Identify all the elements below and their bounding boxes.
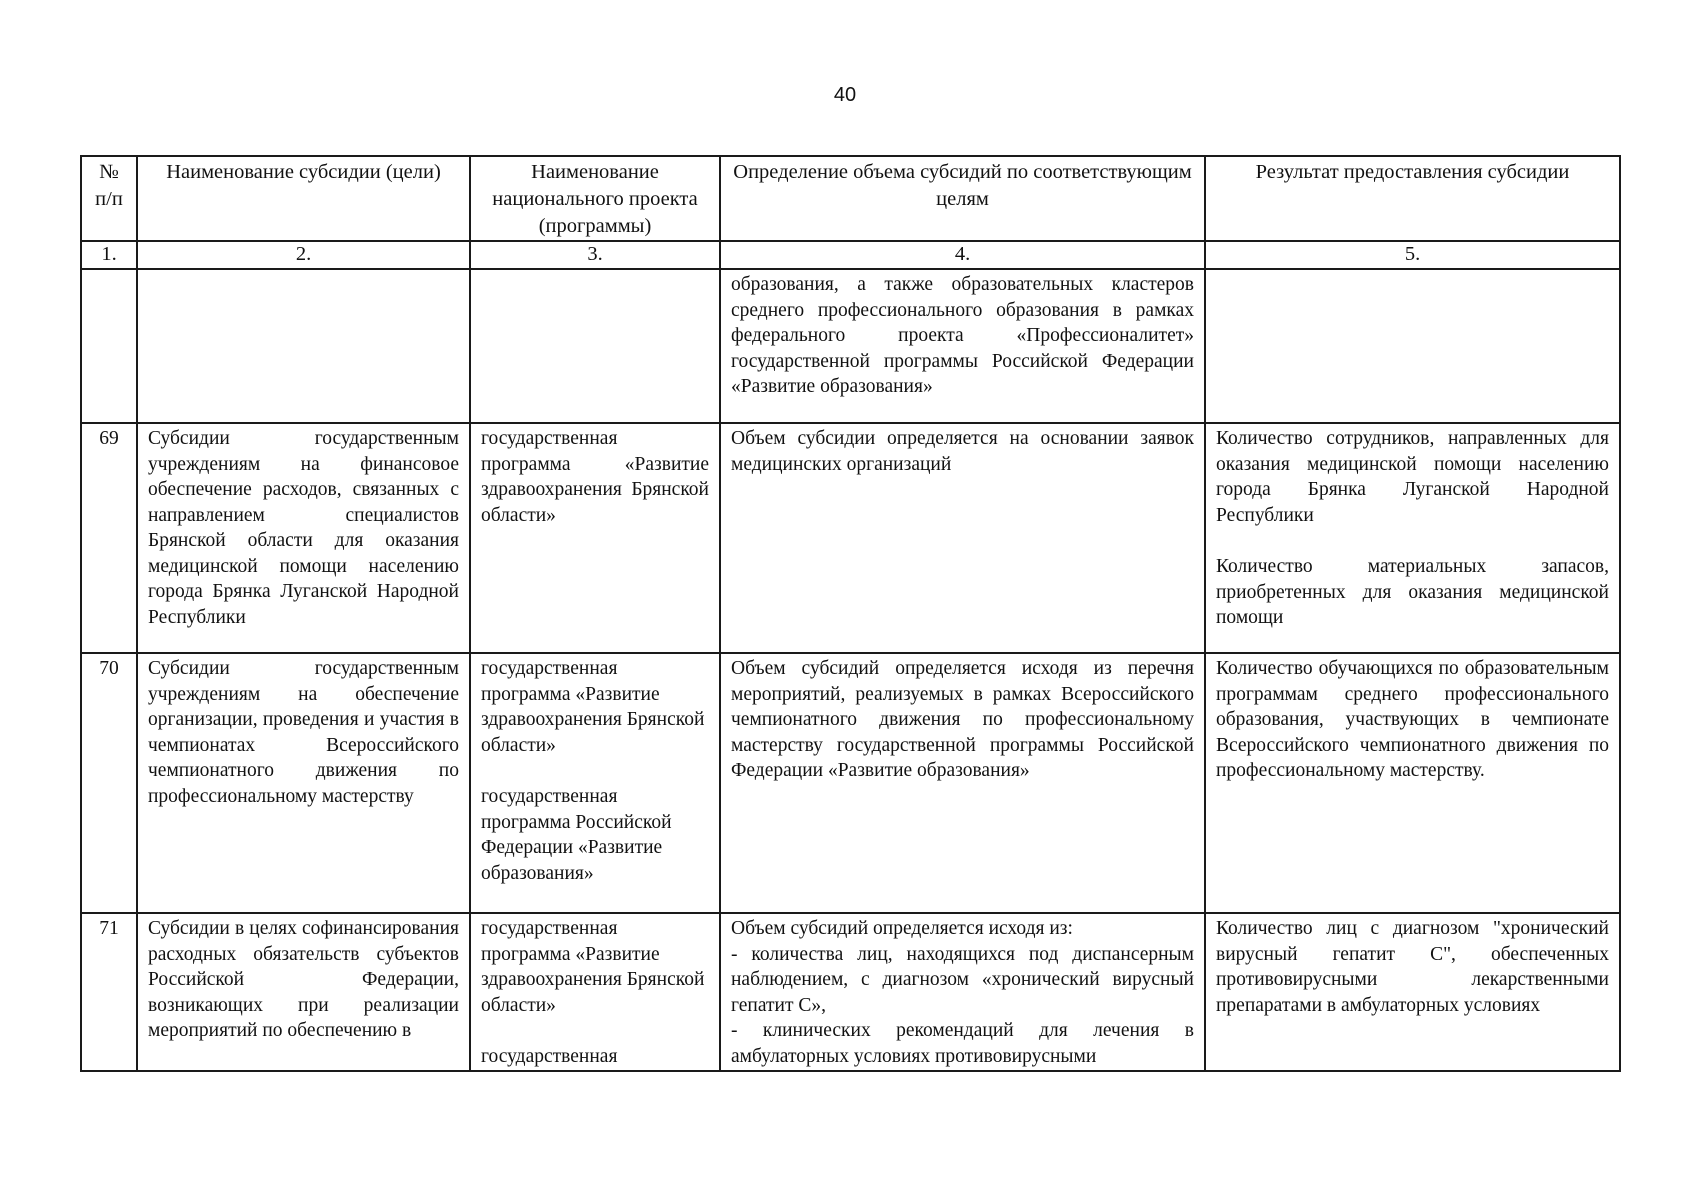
result-paragraph: Количество сотрудников, направленных для оказания медицинской помощи населению города Брянка Луганской Народной Республики <box>1216 428 1609 526</box>
result-cell: Количество обучающихся по образовательным программам среднего профессионального образования, участвующих в чемпионате Всероссийского чемпионатного движения по профессиональному мастерству. <box>1205 653 1620 913</box>
header-national-project: Наименование национального проекта (программы) <box>470 156 720 241</box>
volume-list-item: - клинических рекомендаций для лечения в амбулаторных условиях противовирусными <box>731 1020 1194 1067</box>
row-number: 71 <box>81 913 137 1071</box>
column-number: 5. <box>1205 241 1620 269</box>
result-cell <box>1205 423 1620 653</box>
volume-list-item: - количества лиц, находящихся под диспансерным наблюдением, с диагнозом «хронический вирусный гепатит С», <box>731 943 1194 1016</box>
table-row <box>81 653 1620 913</box>
volume-cell: Объем субсидий определяется исходя из перечня мероприятий, реализуемых в рамках Всероссийского чемпионатного движения по профессиональному мастерству государственной программы Российской Федерации «Развитие образования» <box>720 653 1205 913</box>
column-number: 1. <box>81 241 137 269</box>
row-number: 69 <box>81 423 137 653</box>
project-cell <box>470 653 720 913</box>
column-number: 3. <box>470 241 720 269</box>
table-row <box>81 269 1620 423</box>
header-volume-determination: Определение объема субсидий по соответствующим целям <box>720 156 1205 241</box>
result-cell: Количество лиц с диагнозом "хронический вирусный гепатит С", обеспеченных противовирусными лекарственными препаратами в амбулаторных условиях <box>1205 913 1620 1071</box>
volume-cell <box>720 913 1205 1071</box>
result-cell <box>1205 269 1620 423</box>
header-number: № п/п <box>81 156 137 241</box>
subsidy-name-cell: Субсидии государственным учреждениям на финансовое обеспечение расходов, связанных с направлением специалистов Брянской области для оказания медицинской помощи населению города Брянка Луганской Народной Республики <box>137 423 470 653</box>
subsidy-name-cell <box>137 269 470 423</box>
table-row <box>81 423 1620 653</box>
column-number-row <box>81 241 1620 269</box>
row-number <box>81 269 137 423</box>
result-paragraph: Количество материальных запасов, приобретенных для оказания медицинской помощи <box>1216 556 1609 628</box>
row-number: 70 <box>81 653 137 913</box>
page-number: 40 <box>833 84 857 106</box>
subsidy-table <box>80 155 1621 1072</box>
volume-cell: Объем субсидии определяется на основании заявок медицинских организаций <box>720 423 1205 653</box>
volume-intro: Объем субсидий определяется исходя из: <box>731 918 1073 939</box>
column-number: 4. <box>720 241 1205 269</box>
header-subsidy-name: Наименование субсидии (цели) <box>137 156 470 241</box>
project-paragraph: государственная программа «Развитие здравоохранения Брянской области» <box>481 658 705 756</box>
volume-cell: образования, а также образовательных кластеров среднего профессионального образования в рамках федерального проекта «Профессионалитет» государственной программы Российской Федерации «Развитие образования» <box>720 269 1205 423</box>
project-cell <box>470 913 720 1071</box>
project-paragraph: государственная программа Российской Федерации «Развитие образования» <box>481 786 672 884</box>
project-cell <box>470 269 720 423</box>
header-result: Результат предоставления субсидии <box>1205 156 1620 241</box>
project-paragraph: государственная программа «Развитие здравоохранения Брянской области» <box>481 918 705 1016</box>
subsidy-name-cell: Субсидии государственным учреждениям на обеспечение организации, проведения и участия в чемпионатах Всероссийского чемпионатного движения по профессиональному мастерству <box>137 653 470 913</box>
column-number: 2. <box>137 241 470 269</box>
subsidy-name-cell: Субсидии в целях софинансирования расходных обязательств субъектов Российской Федерации, возникающих при реализации мероприятий по обеспечению в <box>137 913 470 1071</box>
table-header-row <box>81 156 1620 241</box>
project-cell: государственная программа «Развитие здравоохранения Брянской области» <box>470 423 720 653</box>
project-paragraph: государственная <box>481 1046 618 1067</box>
table-row <box>81 913 1620 1071</box>
